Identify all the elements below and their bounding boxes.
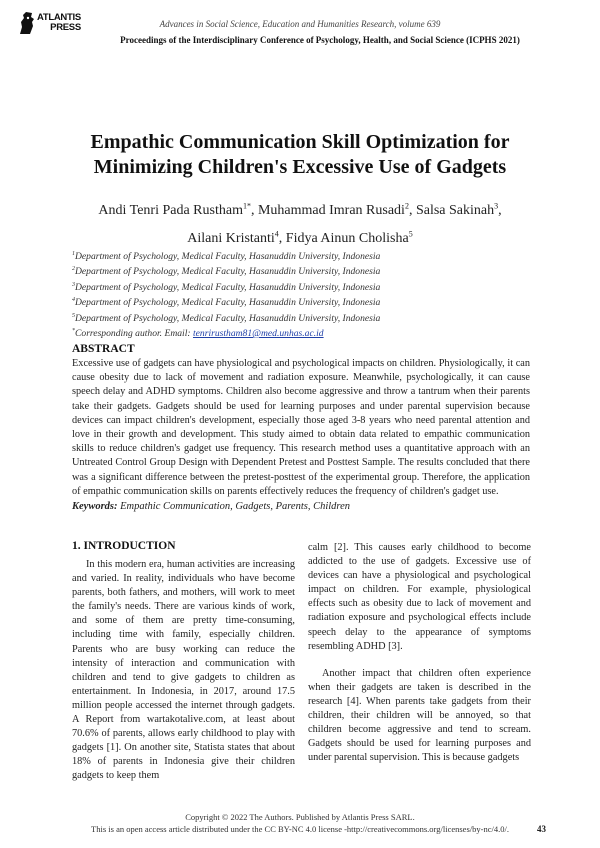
- license-notice: This is an open access article distributed under the CC BY-NC 4.0 license -http://creativecommons.org/licenses/by-nc/4.0/.: [91, 824, 509, 834]
- title-line-2: Minimizing Children's Excessive Use of Gadgets: [93, 156, 507, 178]
- affiliation: $^5$Department of Psychology, Medical Faculty, Hasanuddin University, Indonesia: [72, 312, 381, 324]
- paper-title: [40, 130, 560, 180]
- abstract-heading: ABSTRACT: [72, 343, 135, 355]
- author-list: [40, 194, 560, 251]
- proceedings-title: Proceedings of the Interdisciplinary Conference of Psychology, Health, and Social Science (ICPHS 2021): [120, 35, 520, 45]
- affiliation: $^3$Department of Psychology, Medical Faculty, Hasanuddin University, Indonesia: [72, 281, 381, 293]
- logo-line1: ATLANTIS: [37, 12, 81, 23]
- affiliations: [72, 248, 380, 340]
- intro-paragraph: In this modern era, human activities are increasing and varied. In reality, individuals who have become parents, both fathers, and mothers, will work to meet the family's needs. There are various kinds of work, and some of them are pretty time-consuming, including time with family, especially children. Parents who are busy working can reduce the intensity of interaction and communication with children and tend to give gadgets to children as entertainment. In Indonesia, in 2017, around 17.5 million people accessed the internet through gadgets. A Report from wartakotalive.com, at least about 70.6% of parents, allows early childhood to play with gadgets [1]. On another site, Statista states that about 18% of parents in Indonesia give their children gadgets to keep them: [72, 559, 295, 782]
- email-link[interactable]: tenrirustham81@med.unhas.ac.id: [192, 328, 324, 340]
- intro-paragraph: calm [2]. This causes early childhood to become addicted to the use of gadgets. Excessive use of devices can have a physiological and psychological impact on children. For example, physiological effects such as obesity due to lack of movement and radiation exposure and psychological effects include speech delay to the appearance of symptoms resembling ADHD [3].: [308, 542, 531, 652]
- intro-paragraph: Another impact that children often experience when their gadgets are taken is described in the research [4]. When parents take gadgets from their children, their children will be annoyed, so that children become aggressive and tend to scream. Gadgets should be used for learning purposes and under parental supervision. This is because gadgets: [308, 667, 531, 764]
- right-column: [308, 541, 531, 765]
- author: Muhammad Imran Rusadi$^2$,: [257, 201, 416, 218]
- author: Andi Tenri Pada Rustham$^{1*}$,: [98, 201, 258, 218]
- affiliation: $^2$Department of Psychology, Medical Faculty, Hasanuddin University, Indonesia: [72, 266, 381, 278]
- author: Fidya Ainun Cholisha$^5$: [285, 229, 413, 247]
- page-number: 43: [537, 824, 546, 834]
- keywords: [72, 501, 350, 512]
- abstract-text: Excessive use of gadgets can have physiological and psychological impacts on children. Physiologically, it can cause obesity due to lack of movement and radiation exposure. Meanwhile, psychologically, it can cause speech delay and ADHD symptoms. Children also become aggressive and throw a tantrum when their parents take their gadgets. Gadgets should be used for learning purposes and under parental supervision because devices can impact children's development, especially those aged 3-8 years who need parental attention and love in their growth and development. This study aimed to obtain data related to empathic communication skills to reduce children's gadget use frequency. This research method uses a quantitative approach with an Untreated Control Group Design with Dependent Pretest and Posttest Sample. The results concluded that there was a significant difference between the pretest-posttest of the experimental group. Therefore, the application of empathic communication skills on parents effectively reduces the frequency of children's gadget use.: [72, 358, 530, 497]
- section-heading-introduction: 1. INTRODUCTION: [72, 540, 176, 552]
- copyright-notice: Copyright © 2022 The Authors. Published by Atlantis Press SARL.: [185, 812, 415, 822]
- left-column: [72, 558, 295, 784]
- keywords-label: Keywords:: [72, 501, 118, 512]
- corresponding-author: *Corresponding author. Email: tenrirustham81@med.unhas.ac.id: [72, 327, 324, 340]
- affiliation: $^4$Department of Psychology, Medical Faculty, Hasanuddin University, Indonesia: [72, 297, 381, 309]
- logo-line2: PRESS: [50, 22, 81, 33]
- author: Ailani Kristanti$^4$,: [187, 229, 286, 247]
- affiliation: $^1$Department of Psychology, Medical Faculty, Hasanuddin University, Indonesia: [72, 251, 381, 263]
- keywords-text: Empathic Communication, Gadgets, Parents, Children: [117, 501, 351, 512]
- series-title: Advances in Social Science, Education and Humanities Research, volume 639: [159, 19, 441, 29]
- author: Salsa Sakinah$^3$,: [415, 201, 502, 218]
- title-line-1: Empathic Communication Skill Optimization for: [90, 131, 510, 153]
